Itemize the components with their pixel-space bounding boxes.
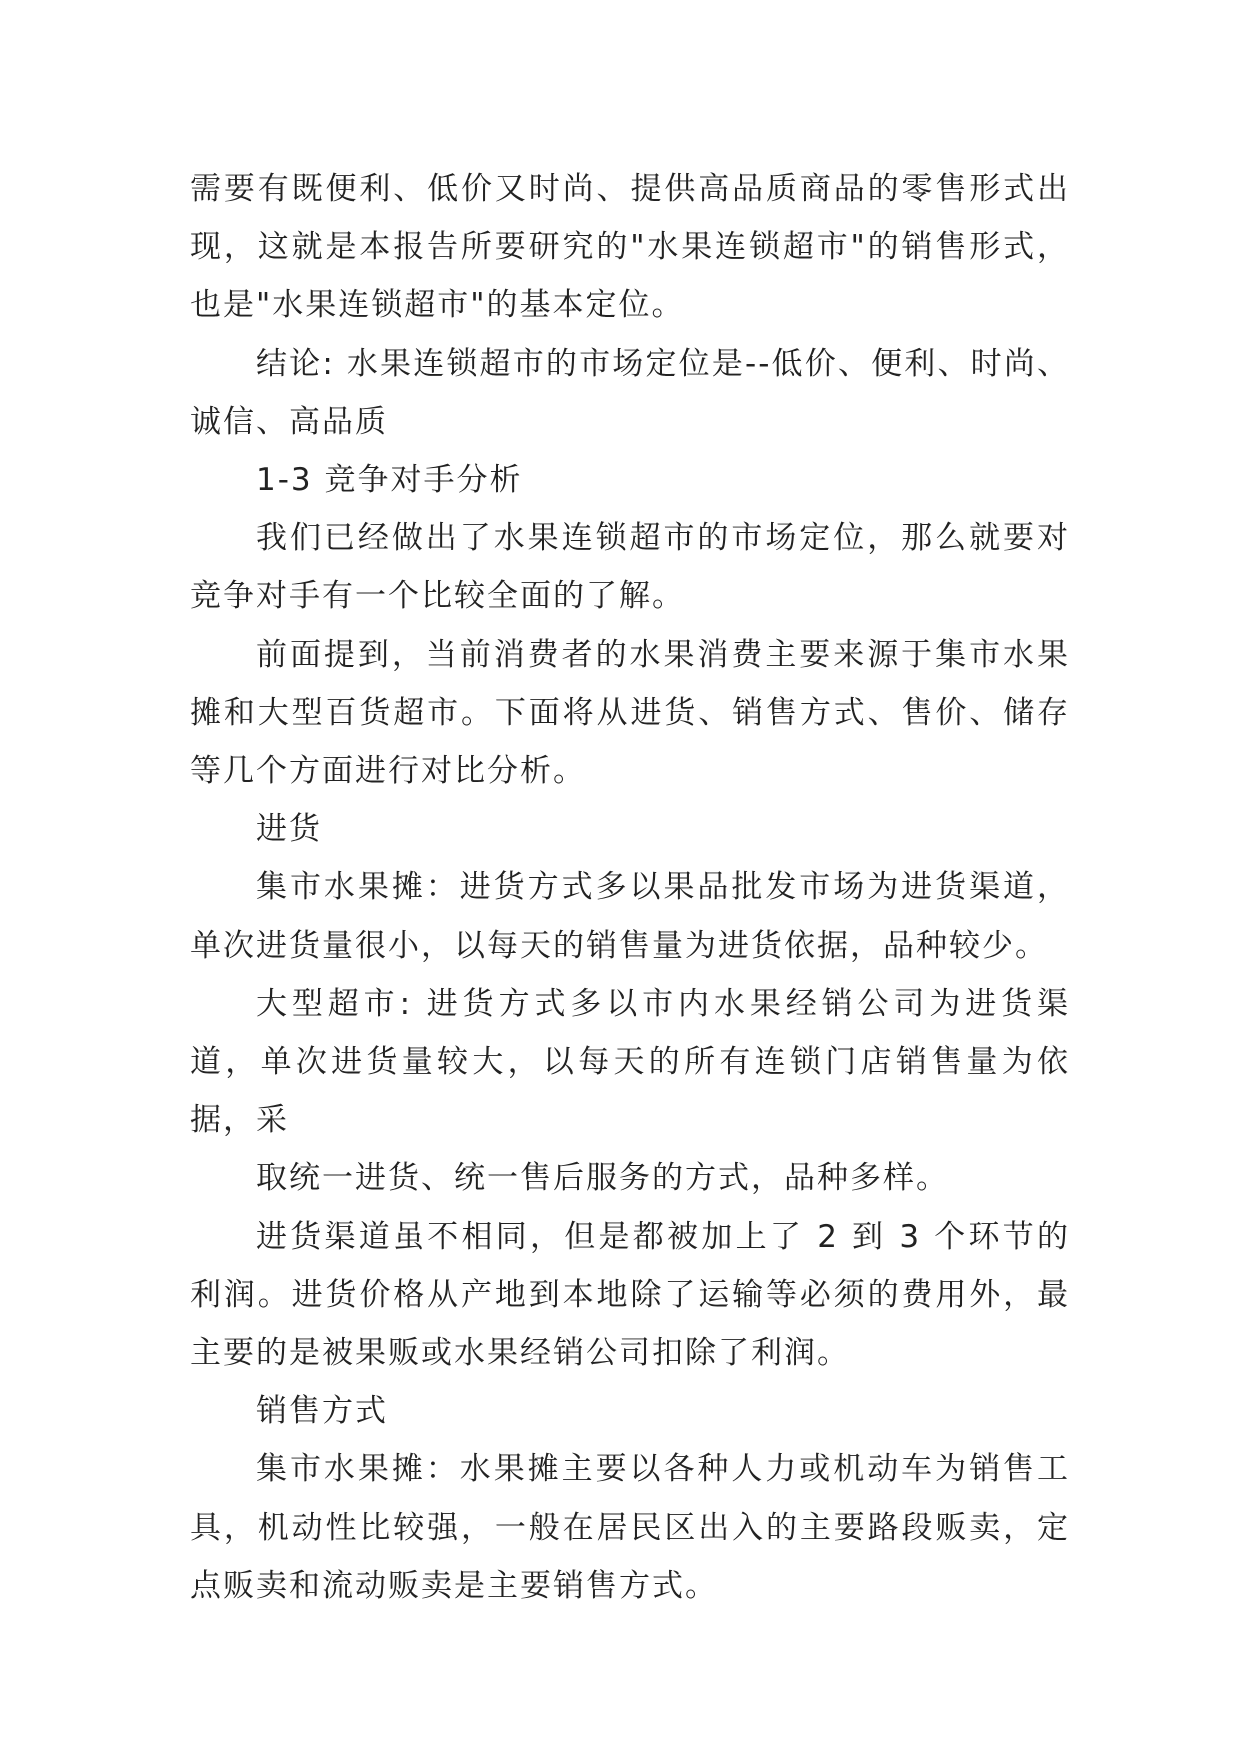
paragraph-purchasing-channels: 进货渠道虽不相同，但是都被加上了 2 到 3 个环节的利润。进货价格从产地到本地除了运输等必须的费用外，最主要的是被果贩或水果经销公司扣除了利润。 bbox=[190, 1218, 1070, 1372]
paragraph-sources: 前面提到，当前消费者的水果消费主要来源于集市水果摊和大型百货超市。下面将从进货、销售方式、售价、储存等几个方面进行对比分析。 bbox=[190, 636, 1070, 790]
section-heading-competitor-analysis: 1-3 竞争对手分析 bbox=[256, 462, 523, 499]
paragraph-market-stall-purchasing: 集市水果摊：进货方式多以果品批发市场为进货渠道，单次进货量很小，以每天的销售量为进货依据，品种较少。 bbox=[190, 869, 1070, 964]
document-body bbox=[190, 160, 1070, 1615]
paragraph-conclusion: 结论: 水果连锁超市的市场定位是--低价、便利、时尚、诚信、高品质 bbox=[190, 345, 1070, 440]
paragraph-intro: 需要有既便利、低价又时尚、提供高品质商品的零售形式出现，这就是本报告所要研究的"水果连锁超市"的销售形式，也是"水果连锁超市"的基本定位。 bbox=[190, 171, 1070, 324]
paragraph-market-stall-sales: 集市水果摊：水果摊主要以各种人力或机动车为销售工具，机动性比较强，一般在居民区出入的主要路段贩卖，定点贩卖和流动贩卖是主要销售方式。 bbox=[190, 1451, 1070, 1604]
paragraph-competitor-intro: 我们已经做出了水果连锁超市的市场定位，那么就要对竞争对手有一个比较全面的了解。 bbox=[190, 520, 1070, 615]
paragraph-supermarket-purchasing: 大型超市: 进货方式多以市内水果经销公司为进货渠道，单次进货量较大，以每天的所有连锁门店销售量为依据，采 bbox=[190, 985, 1070, 1139]
subheading-sales-method: 销售方式 bbox=[256, 1393, 388, 1430]
paragraph-supermarket-purchasing-cont: 取统一进货、统一售后服务的方式，品种多样。 bbox=[256, 1160, 949, 1197]
subheading-purchasing: 进货 bbox=[256, 811, 322, 848]
